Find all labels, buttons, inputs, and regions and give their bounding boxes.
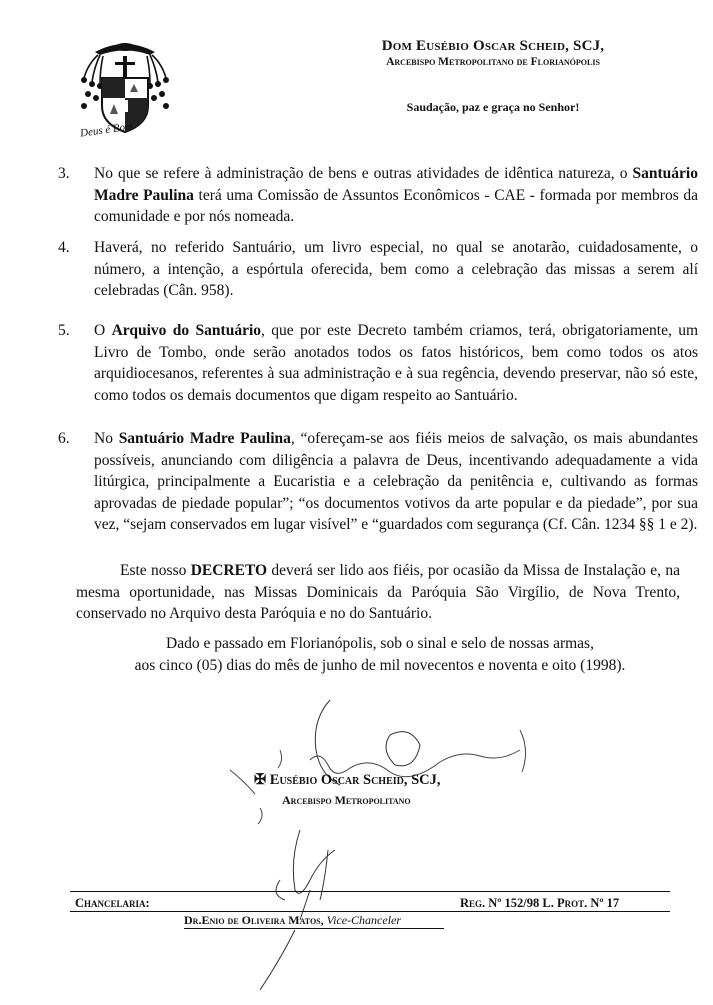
dated-line-1: Dado e passado em Florianópolis, sob o sinal e selo de nossas armas, [166, 635, 594, 652]
item-text: , “ofereçam-se aos fiéis meios de salvação, os mais abundantes possíveis, anunciando com diligência a palavra de Deus, incentivando adequadamente a vida litúrgica, principalmente a Eucaristia e a celebração da penitência e, cultivando as formas aprovadas de piedade popular”; “os documentos votivos da arte popular e da piedade”, por sua vez, “sejam conservados em lugar visível” e “guardados com segurança (Cf. Cân. 1234 §§ 1 e 2). [94, 430, 699, 533]
decree-bold: DECRETO [190, 562, 268, 579]
item-5 [58, 320, 699, 406]
header-title: Dom Eusébio Oscar Scheid, SCJ, [381, 38, 605, 54]
item-bold: Santuário Madre Paulina [118, 430, 291, 447]
chanceler-name: Dr.Enio de Oliveira Matos, [184, 913, 324, 927]
item-number: 6. [58, 430, 70, 447]
greeting: Saudação, paz e graça no Senhor! [406, 100, 580, 114]
footer-rule-bottom [70, 911, 670, 912]
signatory-name [254, 772, 441, 789]
item-4 [58, 237, 698, 302]
chancellor-signature [240, 820, 360, 1000]
chancelaria-label: Chancelaria: [75, 896, 150, 910]
signatory-title: Arcebispo Metropolitano [282, 793, 411, 807]
registration-number: Reg. Nº 152/98 L. Prot. Nº 17 [460, 896, 620, 910]
dated-line-2: aos cinco (05) dias do mês de junho de mil novecentos e noventa e oito (1998). [134, 657, 626, 674]
item-bold: Arquivo do Santuário [111, 322, 262, 339]
decree-paragraph [76, 560, 680, 625]
signatory-name-text: Eusébio Oscar Scheid, SCJ, [269, 772, 441, 788]
item-number: 4. [58, 239, 70, 256]
cross-icon: ✠ [254, 772, 267, 788]
item-bold: Santuário Madre Paulina [94, 165, 698, 204]
footer-rule-top [70, 891, 670, 892]
item-number: 5. [58, 322, 70, 339]
item-3 [58, 163, 698, 228]
decree-text: deverá ser lido aos fiéis, por ocasião da Missa de Instalação e, na mesma oportunidade, nas Missas Dominicais da Paróquia São Virgílio, de Nova Trento, conservado no Arquivo desta Paróquia e no do Santuário. [76, 562, 680, 622]
chanceler-underline [184, 928, 444, 929]
item-number: 3. [58, 165, 70, 182]
seal-motto: Deus é Bom [79, 120, 134, 140]
item-6 [58, 428, 699, 536]
item-text: No [94, 430, 119, 447]
handwritten-signature [220, 690, 540, 840]
item-text: Haverá, no referido Santuário, um livro especial, no qual se anotarão, cuidadosamente, o número, a intenção, a espórtula oferecida, bem como a celebração das missas a serem alí celebradas (Cân. 958). [94, 239, 698, 299]
vice-chanceler [184, 913, 401, 928]
header-subtitle: Arcebispo Metropolitano de Florianópolis [386, 56, 600, 68]
chanceler-title: Vice-Chanceler [326, 913, 402, 927]
item-text: terá uma Comissão de Assuntos Econômicos - CAE - formada por membros da comunidade e por nós nomeada. [94, 186, 698, 225]
decree-text: Este nosso [120, 562, 191, 579]
item-text: No que se refere à administração de bens e outras atividades de idêntica natureza, o [94, 165, 633, 182]
item-text: O [94, 322, 112, 339]
item-text: , que por este Decreto também criamos, terá, obrigatoriamente, um Livro de Tombo, onde serão anotados todos os fatos históricos, bem como todos os atos arquidiocesanos, referentes à sua administração e à sua regência, devendo preservar, não só este, como todos os demais documentos que digam respeito ao Santuário. [94, 322, 699, 404]
